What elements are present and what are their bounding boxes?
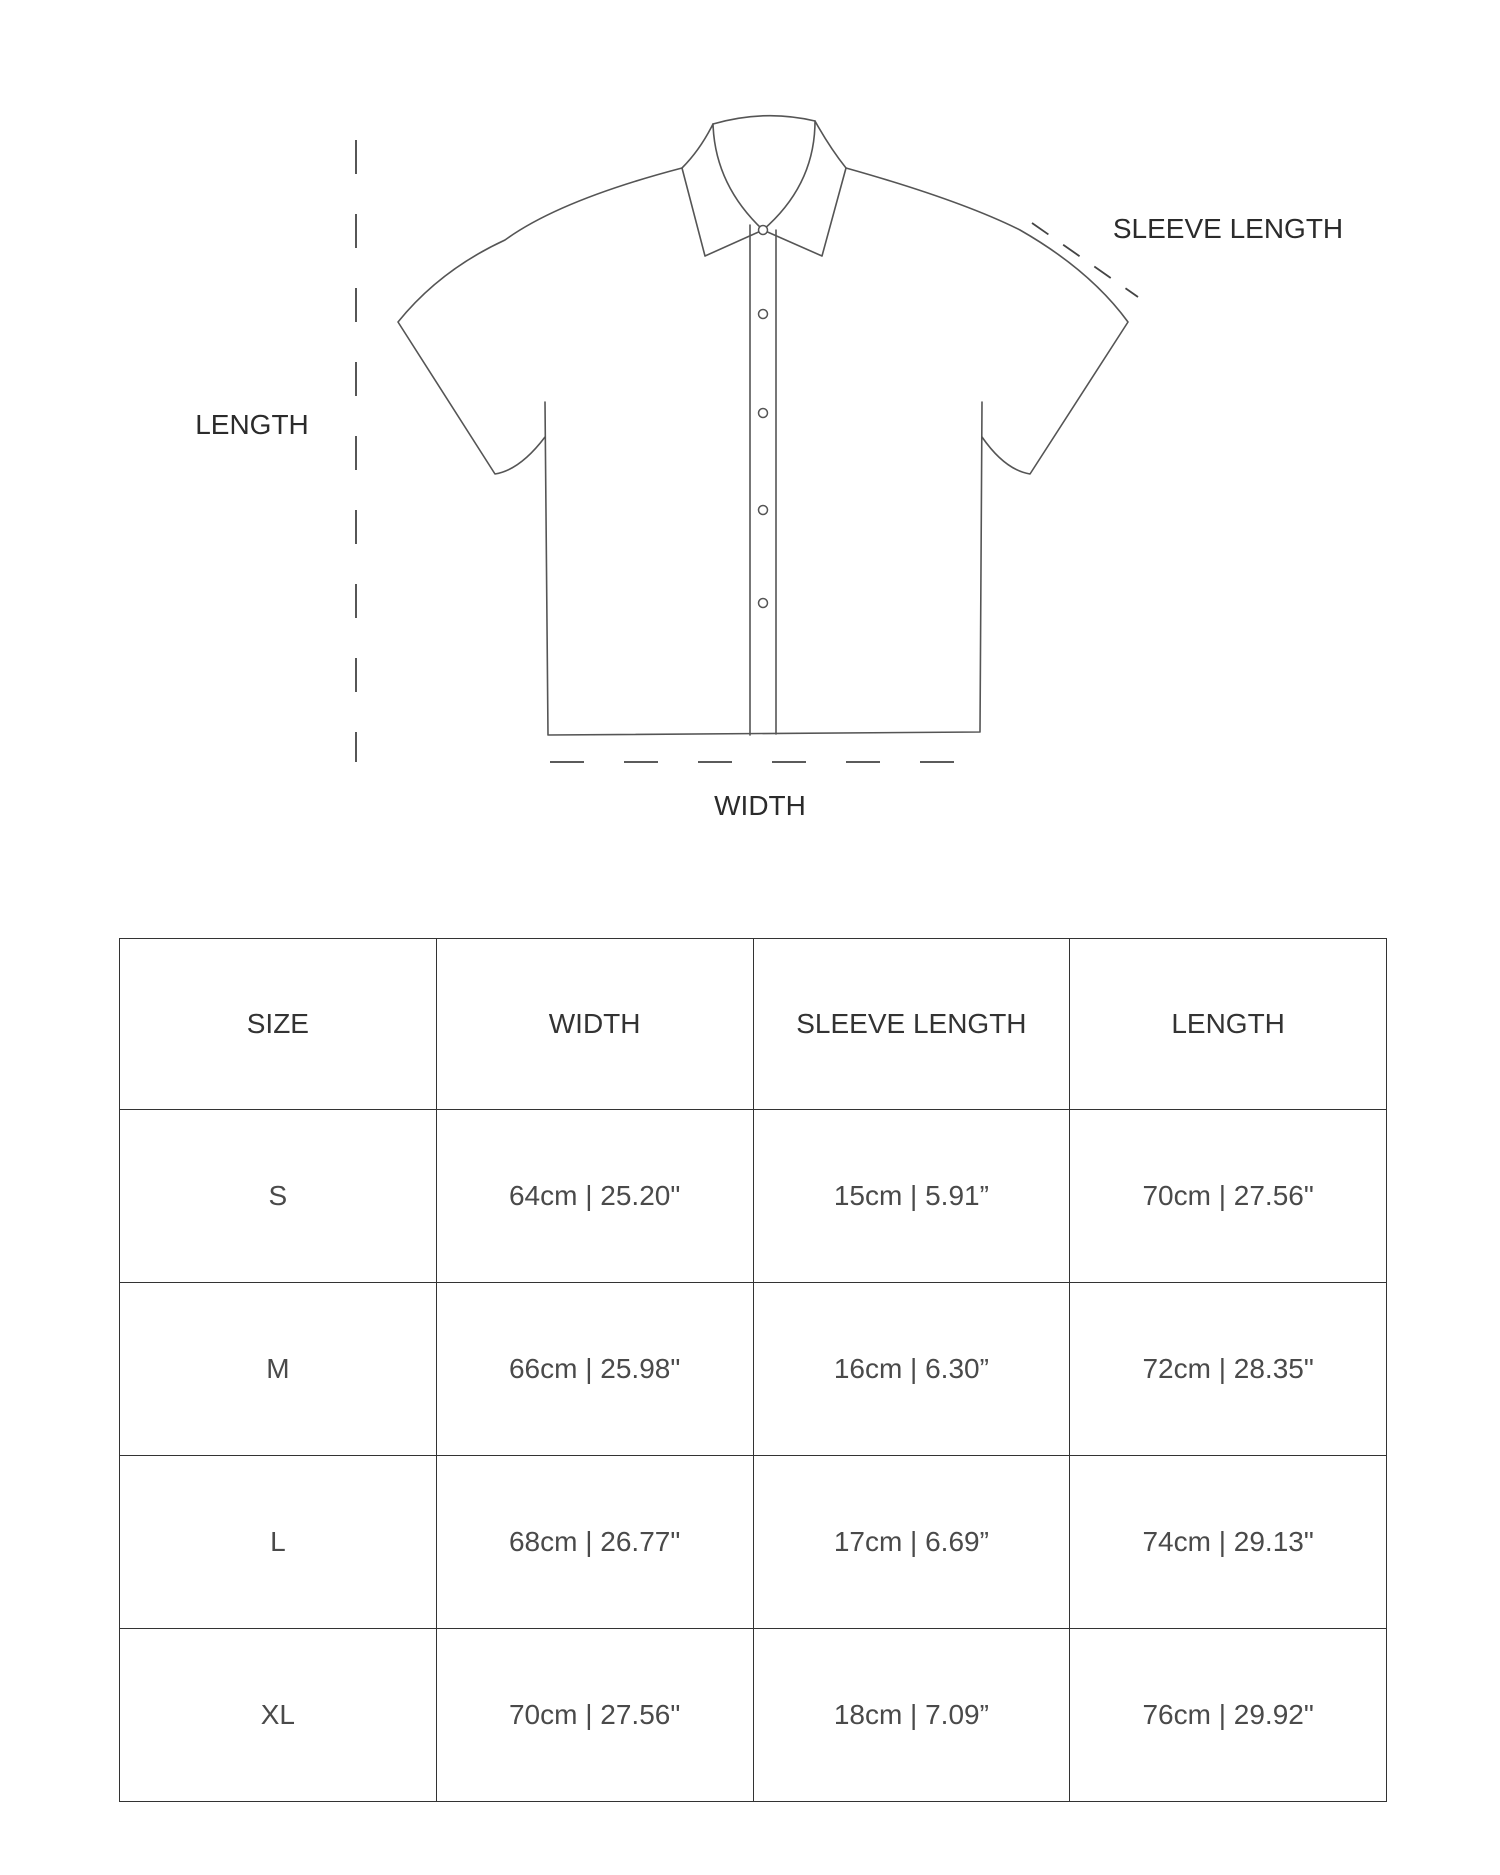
shirt-button	[759, 226, 768, 235]
shirt-button	[759, 409, 768, 418]
length-label: LENGTH	[195, 409, 309, 440]
cell-size: S	[120, 1110, 437, 1283]
cell-sleeve-length: 16cm | 6.30”	[753, 1283, 1070, 1456]
shirt-button	[759, 599, 768, 608]
shirt-outline	[398, 116, 1128, 735]
cell-width: 64cm | 25.20"	[436, 1110, 753, 1283]
cell-sleeve-length: 17cm | 6.69”	[753, 1456, 1070, 1629]
table-row	[120, 1629, 1387, 1802]
cell-width: 70cm | 27.56"	[436, 1629, 753, 1802]
width-label: WIDTH	[714, 790, 806, 821]
cell-size: M	[120, 1283, 437, 1456]
header-sleeve-length: SLEEVE LENGTH	[753, 939, 1070, 1110]
table-row	[120, 1456, 1387, 1629]
cell-sleeve-length: 18cm | 7.09”	[753, 1629, 1070, 1802]
cell-width: 68cm | 26.77"	[436, 1456, 753, 1629]
cell-width: 66cm | 25.98"	[436, 1283, 753, 1456]
cell-length: 74cm | 29.13"	[1070, 1456, 1387, 1629]
header-width: WIDTH	[436, 939, 753, 1110]
cell-length: 70cm | 27.56"	[1070, 1110, 1387, 1283]
shirt-button	[759, 310, 768, 319]
shirt-buttons	[759, 226, 768, 608]
cell-size: L	[120, 1456, 437, 1629]
shirt-button	[759, 506, 768, 515]
sleeve-length-label: SLEEVE LENGTH	[1112, 213, 1344, 244]
table-row	[120, 1283, 1387, 1456]
cell-length: 72cm | 28.35"	[1070, 1283, 1387, 1456]
header-length: LENGTH	[1070, 939, 1387, 1110]
shirt-measurement-diagram	[0, 0, 1500, 860]
header-size: SIZE	[120, 939, 437, 1110]
cell-length: 76cm | 29.92"	[1070, 1629, 1387, 1802]
size-chart-table	[119, 938, 1387, 1802]
cell-size: XL	[120, 1629, 437, 1802]
cell-sleeve-length: 15cm | 5.91”	[753, 1110, 1070, 1283]
table-header-row	[120, 939, 1387, 1110]
table-row	[120, 1110, 1387, 1283]
